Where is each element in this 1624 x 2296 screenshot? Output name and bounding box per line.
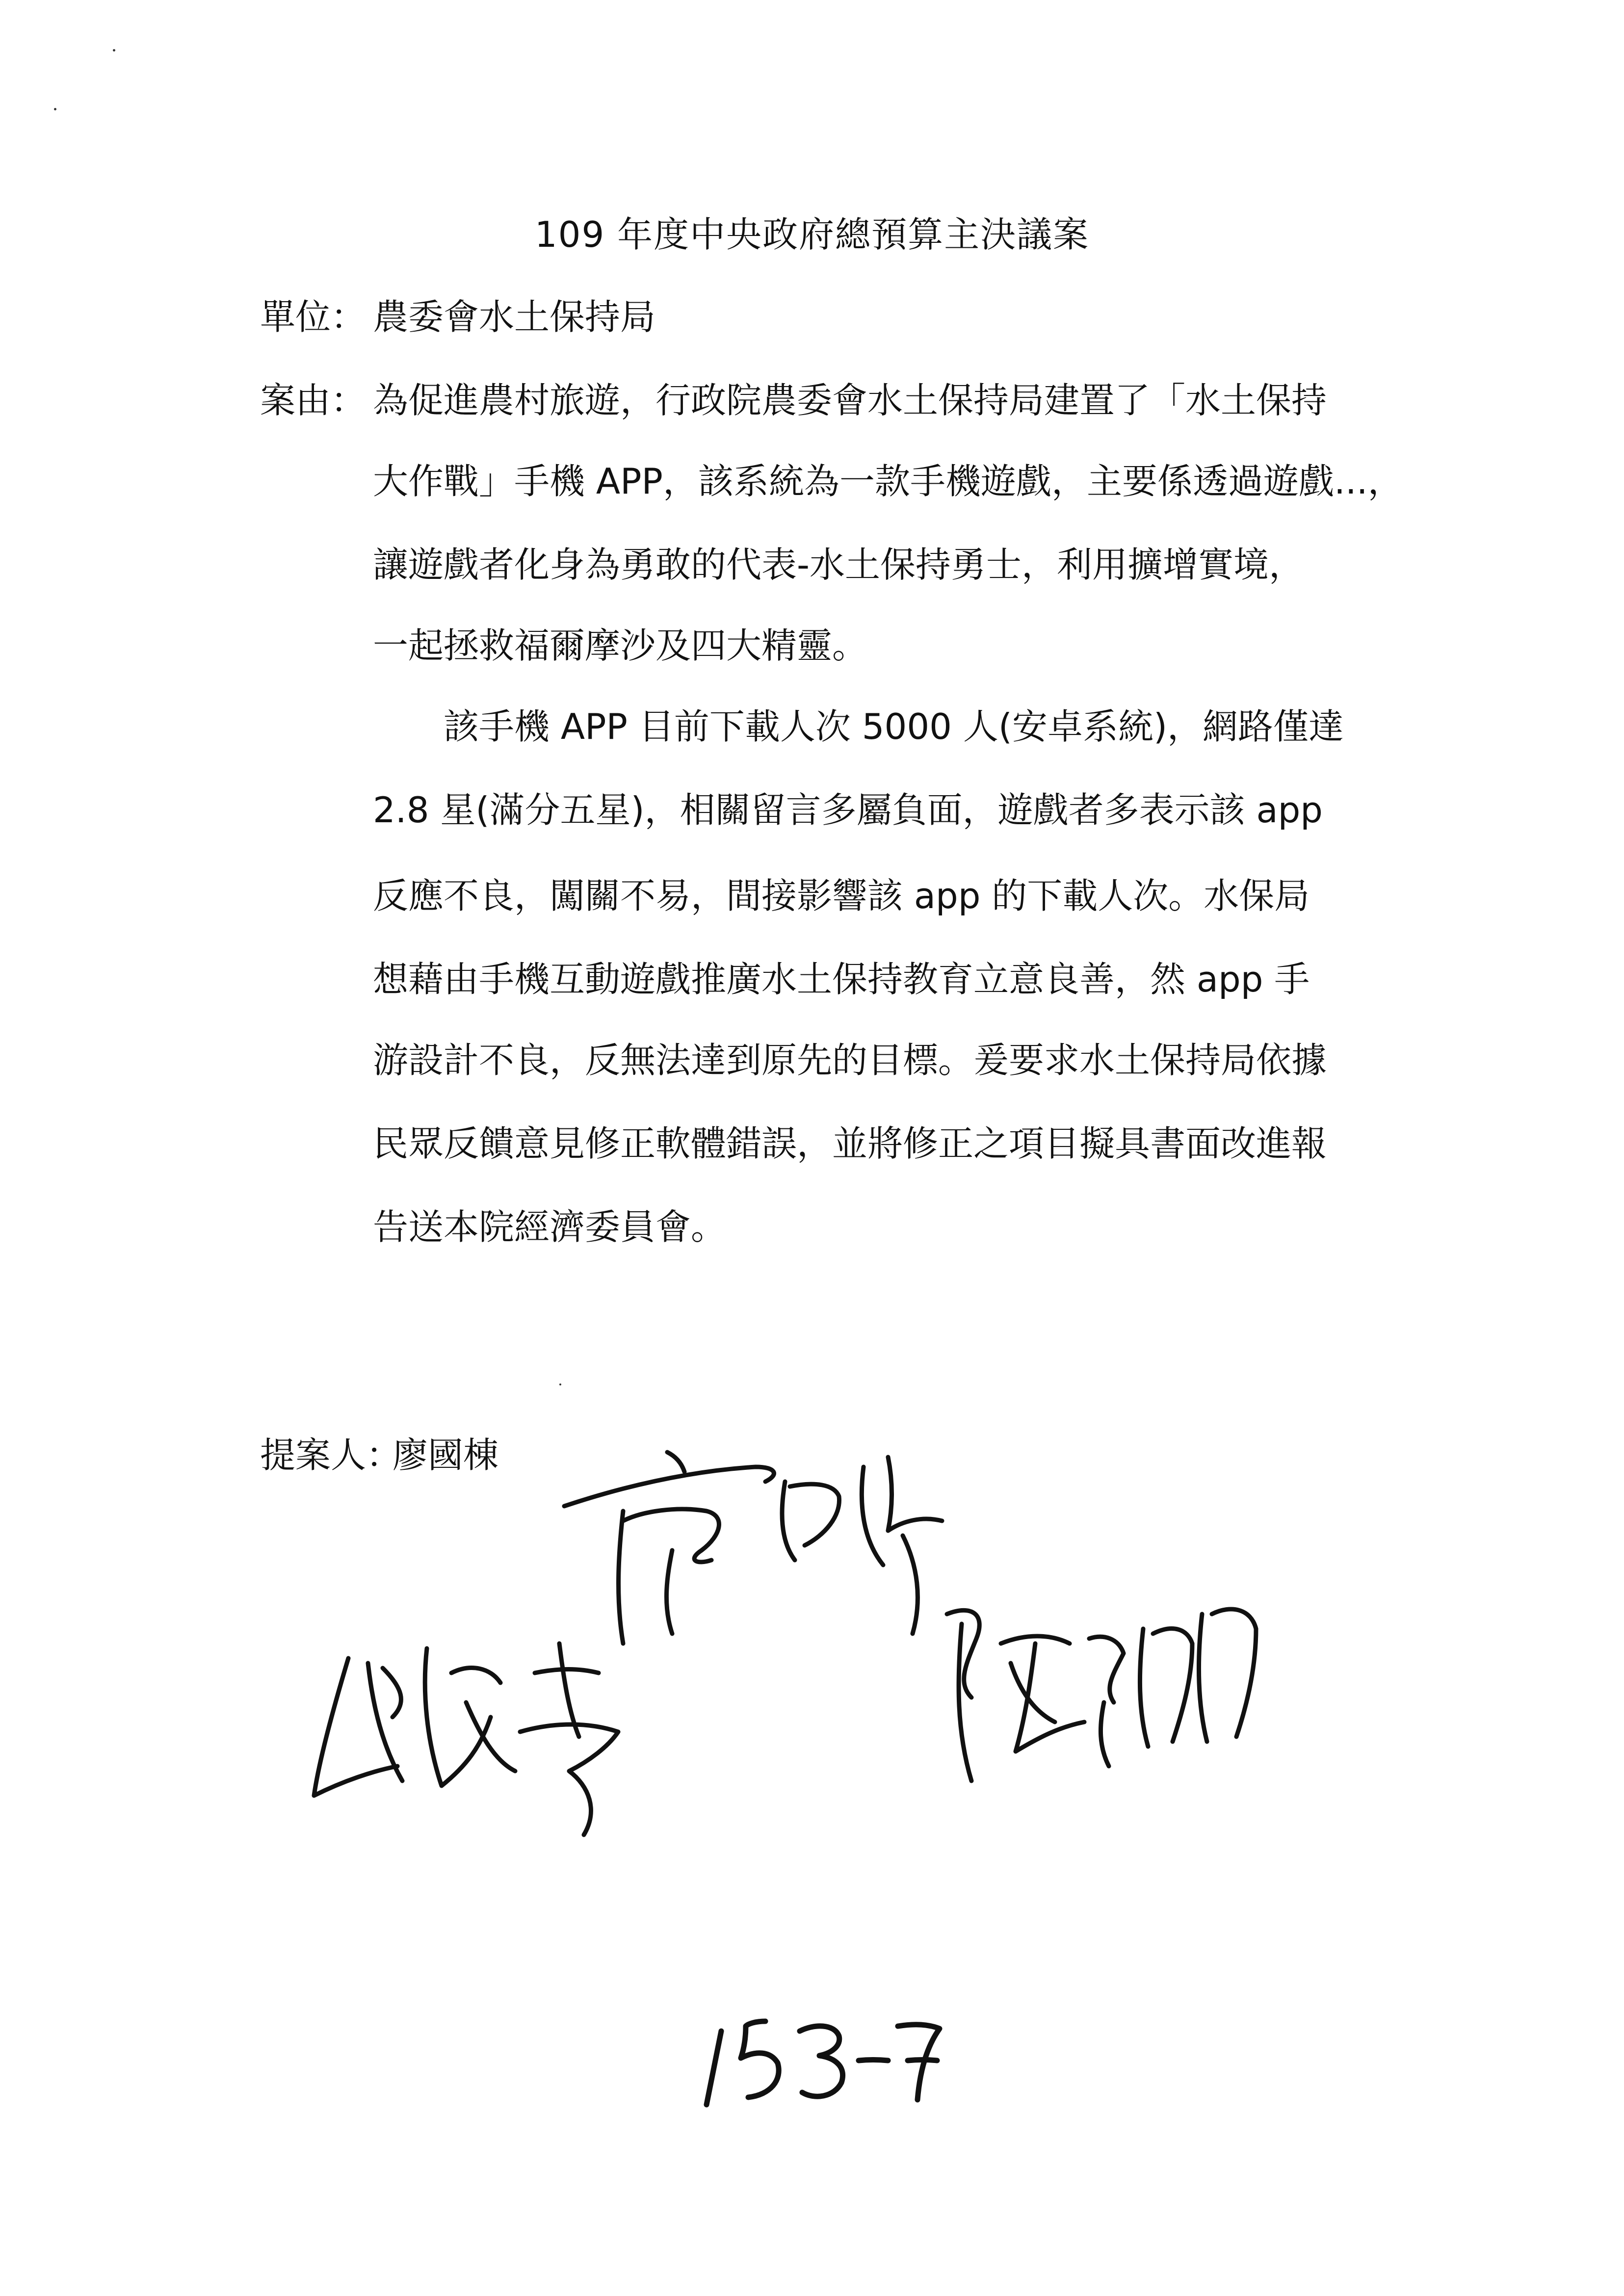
signature-3 [927, 1585, 1310, 1800]
handwritten-page-number [692, 2002, 947, 2114]
reason-line-3: 讓遊戲者化身為勇敢的代表-水土保持勇士，利用擴增實境， [373, 544, 1304, 585]
reason-line-2: 大作戰」手機 APP，該系統為一款手機遊戲，主要係透過遊戲...， [373, 461, 1403, 502]
reason-line-6: 2.8 星(滿分五星)，相關留言多屬負面，遊戲者多表示該 app [373, 789, 1323, 831]
unit-value: 農委會水土保持局 [373, 296, 656, 338]
reason-line-11: 告送本院經濟委員會。 [373, 1206, 727, 1248]
document-title: 109 年度中央政府總預算主決議案 [534, 214, 1090, 255]
reason-line-9: 游設計不良，反無法達到原先的目標。爰要求水土保持局依據 [373, 1040, 1327, 1081]
scan-speck [113, 49, 115, 52]
reason-line-7: 反應不良，闖關不易，間接影響該 app 的下載人次。水保局 [373, 875, 1310, 916]
reason-label: 案由： [260, 380, 367, 421]
scan-speck [54, 108, 56, 110]
reason-line-8: 想藉由手機互動遊戲推廣水土保持教育立意良善，然 app 手 [373, 959, 1310, 1000]
proposer-name: 廖國棟 [393, 1435, 499, 1476]
signature-2 [304, 1619, 746, 1850]
reason-line-1: 為促進農村旅遊，行政院農委會水土保持局建置了「水土保持 [373, 380, 1327, 421]
reason-line-4: 一起拯救福爾摩沙及四大精靈。 [373, 625, 868, 666]
reason-line-10: 民眾反饋意見修正軟體錯誤，並將修正之項目擬具書面改進報 [373, 1123, 1327, 1164]
reason-line-5: 該手機 APP 目前下載人次 5000 人(安卓系統)，網路僅達 [373, 706, 1344, 747]
scan-speck [559, 1383, 561, 1385]
proposer-label: 提案人： [260, 1435, 402, 1476]
unit-label: 單位： [260, 296, 367, 338]
